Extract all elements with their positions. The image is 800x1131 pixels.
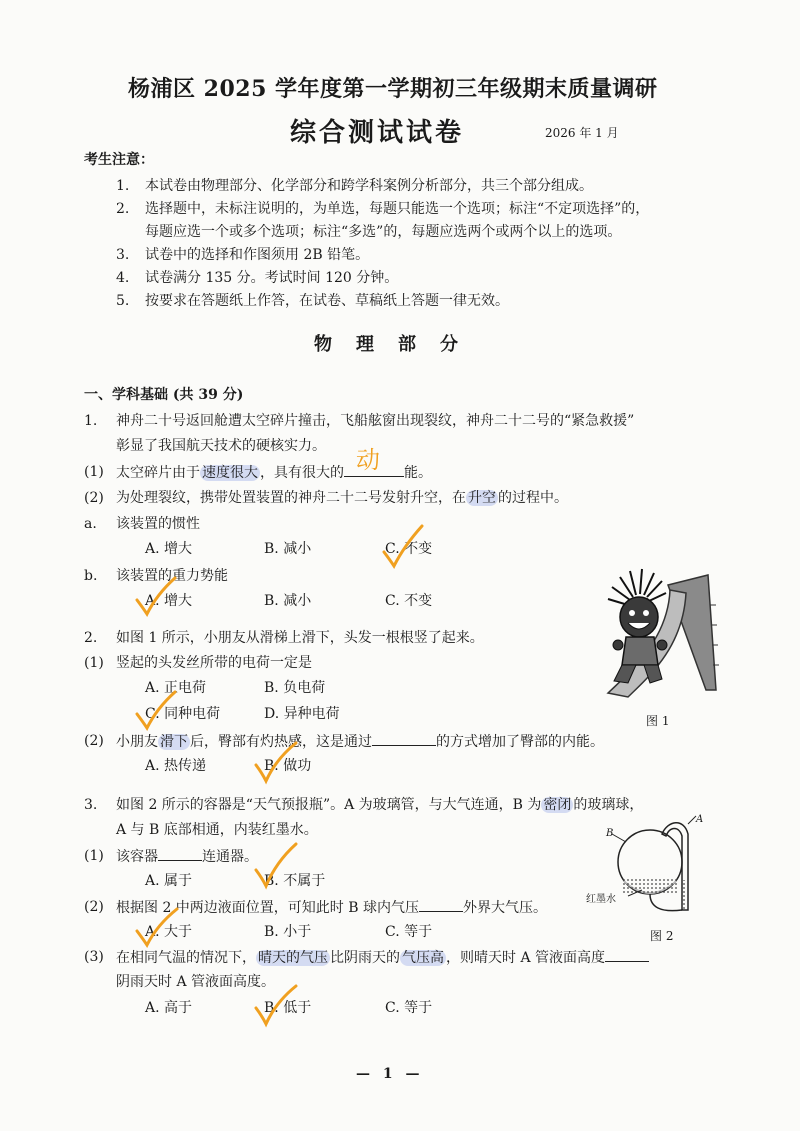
highlight: 气压高 (402, 950, 444, 966)
notice-heading: 考生注意： (84, 152, 154, 168)
option[interactable]: A. 增大 (145, 541, 193, 557)
highlight: 升空 (468, 490, 496, 506)
q2-part1: 竖起的头发丝所带的电荷一定是 (116, 655, 312, 671)
q3-part1 (116, 846, 258, 867)
figure1-caption: 图 1 (646, 714, 670, 728)
answer-blank[interactable] (344, 446, 404, 477)
text: 外界大气压。 (463, 900, 547, 916)
text: 如图 2 所示的容器是“天气预报瓶”。A 为玻璃管，与大气连通，B 为 (116, 797, 542, 813)
option[interactable]: A. 正电荷 (145, 680, 207, 696)
option[interactable]: A. 高于 (145, 1000, 193, 1016)
weather-bottle-diagram (602, 810, 712, 925)
highlight: 密闭 (543, 797, 572, 813)
text: 根据图 2 中两边液面位置，可知此时 B 球内气压 (116, 900, 419, 916)
q1-part2 (116, 488, 568, 508)
option[interactable]: B. 减小 (264, 541, 312, 557)
label-a: A (696, 814, 704, 825)
text: ，具有很大的 (260, 465, 344, 481)
option[interactable]: A. 增大 (145, 593, 193, 609)
section-title: 物理部分 (314, 334, 482, 355)
q3-number: 3. (84, 797, 98, 813)
text: 比阴雨天的 (330, 950, 400, 966)
q2-part2-number: (2) (84, 733, 104, 749)
page-number: — 1 — (356, 1066, 424, 1082)
option[interactable]: C. 不变 (385, 541, 433, 557)
text: 连通器。 (202, 849, 258, 865)
q1-a-text: 该装置的惯性 (116, 516, 200, 532)
option[interactable]: C. 不变 (385, 593, 433, 609)
q3-stem-cont: A 与 B 底部相通，内装红墨水。 (116, 822, 318, 838)
q3-part3-number: (3) (84, 949, 104, 965)
option[interactable]: A. 属于 (145, 873, 193, 889)
notice-item-cont: 每题应选一个或多个选项；标注“多选”的，每题应选两个或两个以上的选项。 (145, 224, 622, 240)
q2-number: 2. (84, 630, 98, 646)
label-b: B (606, 828, 614, 839)
q1-number: 1. (84, 413, 98, 429)
answer-blank[interactable] (372, 731, 436, 746)
q3-part3 (116, 947, 649, 968)
text: 后，臀部有灼热感，这是通过 (190, 734, 372, 750)
exam-date: 2026 年 1 月 (545, 126, 619, 140)
q1-stem-cont: 彰显了我国航天技术的硬核实力。 (116, 438, 326, 454)
option[interactable]: C. 同种电荷 (145, 706, 221, 722)
notice-num: 1. (116, 178, 130, 194)
q2-part2 (116, 731, 604, 752)
q3-part1-number: (1) (84, 848, 104, 864)
handwritten-answer: 动 (356, 446, 380, 474)
q2-part1-number: (1) (84, 655, 104, 671)
text: ，则晴天时 A 管液面高度 (446, 950, 606, 966)
notice-num: 4. (116, 270, 130, 286)
text: 太空碎片由于 (116, 465, 200, 481)
option[interactable]: B. 低于 (264, 1000, 312, 1016)
q1-stem: 神舟二十号返回舱遭太空碎片撞击，飞船舷窗出现裂纹，神舟二十二号的“紧急救援” (116, 413, 635, 429)
notice-item: 按要求在答题纸上作答，在试卷、草稿纸上答题一律无效。 (145, 293, 509, 309)
answer-blank[interactable] (419, 897, 463, 912)
q3-part3-cont: 阴雨天时 A 管液面高度。 (116, 974, 276, 990)
notice-num: 2. (116, 201, 130, 217)
exam-title: 杨浦区 2025 学年度第一学期初三年级期末质量调研 (128, 76, 658, 102)
q3-part2 (116, 897, 547, 918)
option[interactable]: C. 等于 (385, 924, 433, 940)
text: 的方式增加了臀部的内能。 (436, 734, 604, 750)
q2-stem: 如图 1 所示，小朋友从滑梯上滑下，头发一根根竖了起来。 (116, 630, 484, 646)
answer-blank[interactable] (158, 846, 202, 861)
text: 能。 (404, 465, 432, 481)
notice-item: 本试卷由物理部分、化学部分和跨学科案例分析部分，共三个部分组成。 (145, 178, 593, 194)
text: 的玻璃球， (573, 797, 644, 813)
option[interactable]: B. 负电荷 (264, 680, 326, 696)
text: 为处理裂纹，携带处置装置的神舟二十二号发射升空，在 (116, 490, 466, 506)
option[interactable]: B. 小于 (264, 924, 312, 940)
option[interactable]: B. 不属于 (264, 873, 326, 889)
option[interactable]: B. 减小 (264, 593, 312, 609)
text: 小朋友 (116, 734, 158, 750)
highlight: 滑下 (160, 734, 188, 750)
highlight: 速度很大 (202, 465, 258, 481)
q1-b-text: 该装置的重力势能 (116, 568, 228, 584)
text: 的过程中。 (498, 490, 568, 506)
notice-item: 试卷满分 135 分。考试时间 120 分钟。 (145, 270, 399, 286)
slide-illustration (598, 565, 726, 705)
option[interactable]: A. 热传递 (145, 758, 207, 774)
q3-part2-number: (2) (84, 899, 104, 915)
exam-subtitle: 综合测试试卷 (290, 118, 465, 148)
highlight: 晴天的气压 (258, 950, 328, 966)
notice-num: 5. (116, 293, 130, 309)
option[interactable]: D. 异种电荷 (264, 706, 340, 722)
notice-item: 选择题中，未标注说明的，为单选，每题只能选一个选项；标注“不定项选择”的， (145, 201, 650, 217)
option[interactable]: B. 做功 (264, 758, 312, 774)
q1-a-label: a. (84, 516, 97, 532)
part-heading: 一、学科基础 (共 39 分) (84, 387, 244, 403)
q1-part2-number: (2) (84, 490, 104, 506)
q3-stem (116, 795, 643, 815)
label-ink: 红墨水 (586, 894, 616, 905)
figure2-caption: 图 2 (650, 929, 674, 943)
text: 在相同气温的情况下， (116, 950, 256, 966)
text: 该容器 (116, 849, 158, 865)
option[interactable]: C. 等于 (385, 1000, 433, 1016)
option[interactable]: A. 大于 (145, 924, 193, 940)
notice-num: 3. (116, 247, 130, 263)
notice-item: 试卷中的选择和作图须用 2B 铅笔。 (145, 247, 370, 263)
q1-part1-number: (1) (84, 464, 104, 480)
answer-blank[interactable] (605, 947, 649, 962)
q1-b-label: b. (84, 568, 98, 584)
